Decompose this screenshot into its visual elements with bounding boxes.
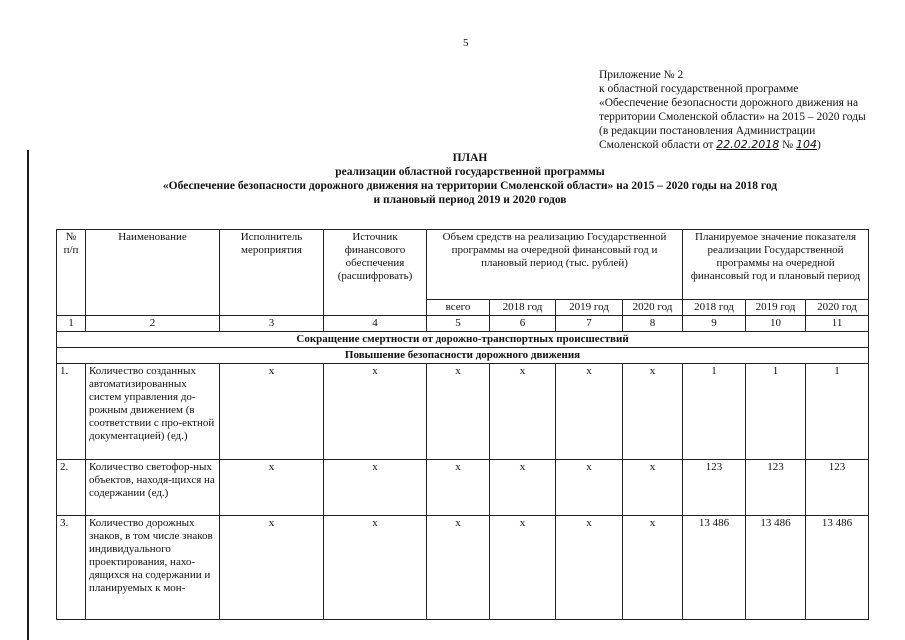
appendix-last-prefix: Смоленской области от — [599, 139, 717, 151]
row-2020: х — [623, 460, 683, 516]
row-num: 3. — [57, 516, 86, 620]
plan-table — [56, 229, 869, 620]
title-line-1: ПЛАН — [452, 152, 488, 164]
col-number: 5 — [427, 316, 490, 332]
header-planned: Планируемое значение показателя реализации Государственной программы на очередной финансовый год и плановый период — [683, 230, 869, 300]
col-number: 8 — [623, 316, 683, 332]
row-source: х — [324, 516, 427, 620]
header-source: Источник финансового обеспечения (расшифровать) — [324, 230, 427, 316]
row-source: х — [324, 460, 427, 516]
header-executor: Исполнитель мероприятия — [220, 230, 324, 316]
row-name: Количество дорожных знаков, в том числе знаков индивидуального проектирования, нахо-дящихся на содержании и планируемых к мон- — [86, 516, 220, 620]
number-label: № — [779, 139, 796, 151]
row-name: Количество созданных автоматизированных систем управления до-рожным движением (в соответствии с про-ектной документацией) (ед.) — [86, 364, 220, 460]
row-num: 1. — [57, 364, 86, 460]
col-number: 6 — [490, 316, 556, 332]
row-planned-2019: 1 — [746, 364, 806, 460]
row-planned-2018: 1 — [683, 364, 746, 460]
document-title — [90, 151, 850, 207]
table-row — [57, 516, 869, 620]
column-number-row — [57, 316, 869, 332]
col-number: 1 — [57, 316, 86, 332]
appendix-line: территории Смоленской области» на 2015 – 2020 годы — [599, 111, 866, 123]
subsection-heading: Повышение безопасности дорожного движения — [57, 348, 869, 364]
row-planned-2020: 13 486 — [806, 516, 869, 620]
col-number: 7 — [556, 316, 623, 332]
row-2019: х — [556, 460, 623, 516]
col-number: 10 — [746, 316, 806, 332]
table-row — [57, 460, 869, 516]
row-planned-2020: 1 — [806, 364, 869, 460]
handwritten-date: 22.02.2018 — [716, 138, 780, 151]
col-number: 11 — [806, 316, 869, 332]
title-line-2: реализации областной государственной программы — [335, 166, 605, 178]
appendix-block — [599, 68, 866, 152]
header-name: Наименование — [86, 230, 220, 316]
page-left-edge-line — [27, 150, 29, 640]
row-name: Количество светофор-ных объектов, находя-щихся на содержании (ед.) — [86, 460, 220, 516]
header-num: № п/п — [57, 230, 86, 316]
appendix-line: (в редакции постановления Администрации — [599, 125, 816, 137]
col-number: 2 — [86, 316, 220, 332]
row-source: х — [324, 364, 427, 460]
row-num: 2. — [57, 460, 86, 516]
row-2020: х — [623, 364, 683, 460]
appendix-last-suffix: ) — [816, 139, 821, 151]
row-total: х — [427, 460, 490, 516]
row-executor: х — [220, 460, 324, 516]
col-number: 9 — [683, 316, 746, 332]
row-planned-2020: 123 — [806, 460, 869, 516]
header-planned-2019: 2019 год — [746, 300, 806, 316]
page-number: 5 — [463, 37, 469, 49]
handwritten-number: 104 — [795, 138, 817, 151]
row-planned-2018: 123 — [683, 460, 746, 516]
row-planned-2019: 13 486 — [746, 516, 806, 620]
header-2020: 2020 год — [623, 300, 683, 316]
appendix-line: Приложение № 2 — [599, 69, 684, 81]
row-2018: х — [490, 516, 556, 620]
appendix-line: к областной государственной программе — [599, 83, 799, 95]
row-2019: х — [556, 516, 623, 620]
row-total: х — [427, 364, 490, 460]
appendix-line: «Обеспечение безопасности дорожного движения на — [599, 97, 859, 109]
header-planned-2018: 2018 год — [683, 300, 746, 316]
header-2018: 2018 год — [490, 300, 556, 316]
row-executor: х — [220, 364, 324, 460]
col-number: 4 — [324, 316, 427, 332]
row-2020: х — [623, 516, 683, 620]
title-line-4: и плановый период 2019 и 2020 годов — [373, 194, 567, 206]
row-2019: х — [556, 364, 623, 460]
header-funds: Объем средств на реализацию Государственной программы на очередной финансовый год и плановый период (тыс. рублей) — [427, 230, 683, 300]
row-planned-2019: 123 — [746, 460, 806, 516]
row-total: х — [427, 516, 490, 620]
row-executor: х — [220, 516, 324, 620]
table-row — [57, 364, 869, 460]
appendix-last-line — [599, 138, 866, 152]
row-planned-2018: 13 486 — [683, 516, 746, 620]
header-2019: 2019 год — [556, 300, 623, 316]
title-line-3: «Обеспечение безопасности дорожного движения на территории Смоленской области» на 2015 – 2020 годы на 2018 год — [162, 180, 778, 192]
header-planned-2020: 2020 год — [806, 300, 869, 316]
row-2018: х — [490, 460, 556, 516]
row-2018: х — [490, 364, 556, 460]
section-heading: Сокращение смертности от дорожно-транспортных происшествий — [57, 332, 869, 348]
col-number: 3 — [220, 316, 324, 332]
header-total: всего — [427, 300, 490, 316]
